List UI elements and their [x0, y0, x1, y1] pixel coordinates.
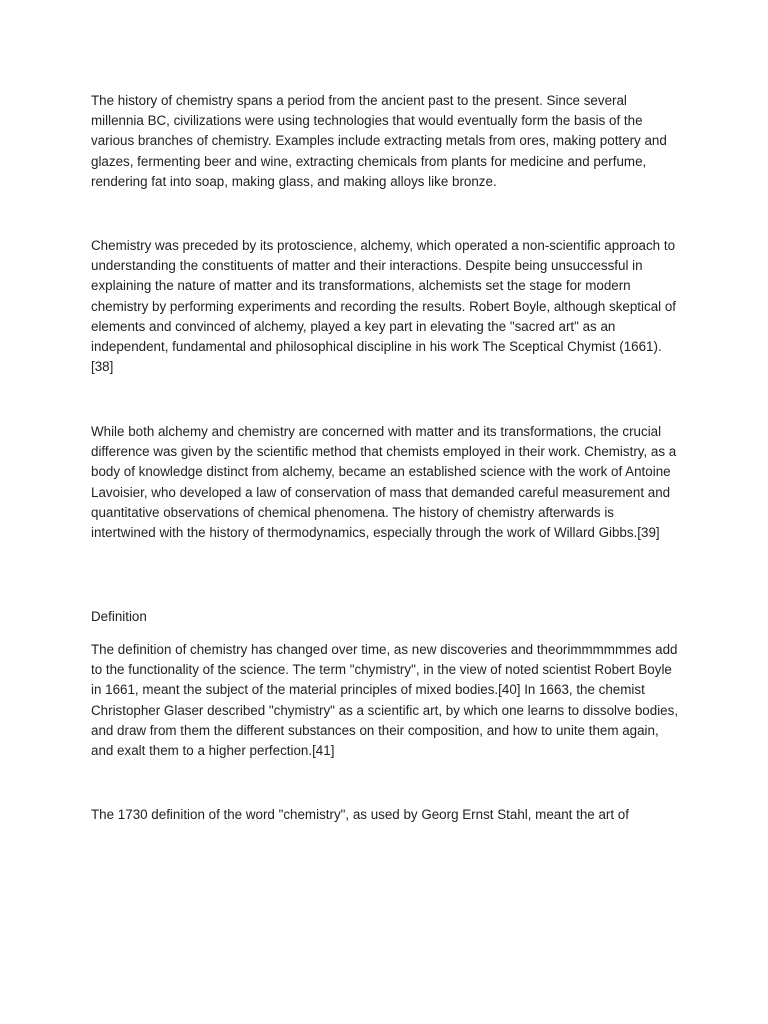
paragraph-history-intro: The history of chemistry spans a period from the ancient past to the present. Since several millennia BC, civilizations were using technologies that would eventually form the basis of the various branches of chemistry. Examples include extracting metals from ores, making pottery and glazes, fermenting beer and wine, extracting chemicals from plants for medicine and perfume, rendering fat into soap, making glass, and making alloys like bronze.	[91, 93, 667, 189]
section-heading-definition: Definition	[91, 609, 147, 624]
paragraph-scientific-method: While both alchemy and chemistry are concerned with matter and its transformations, the crucial difference was given by the scientific method that chemists employed in their work. Chemistry, as a body of knowledge distinct from alchemy, became an established science with the work of Antoine Lavoisier, who developed a law of conservation of mass that demanded careful measurement and quantitative observations of chemical phenomena. The history of chemistry afterwards is intertwined with the history of thermodynamics, especially through the work of Willard Gibbs.[39]	[91, 424, 677, 541]
paragraph-definition: The definition of chemistry has changed over time, as new discoveries and theorimmmmmmes add to the functionality of the science. The term "chymistry", in the view of noted scientist Robert Boyle in 1661, meant the subject of the material principles of mixed bodies.[40] In 1663, the chemist Christopher Glaser described "chymistry" as a scientific art, by which one learns to dissolve bodies, and draw from them the different substances on their composition, and how to unite them again, and exalt them to a higher perfection.[41]	[91, 642, 679, 759]
paragraph-alchemy: Chemistry was preceded by its protoscience, alchemy, which operated a non-scientific approach to understanding the constituents of matter and their interactions. Despite being unsuccessful in explaining the nature of matter and its transformations, alchemists set the stage for modern chemistry by performing experiments and recording the results. Robert Boyle, although skeptical of elements and convinced of alchemy, played a key part in elevating the "sacred art" as an independent, fundamental and philosophical discipline in his work The Sceptical Chymist (1661).[38]	[91, 238, 677, 375]
paragraph-definition-1730: The 1730 definition of the word "chemistry", as used by Georg Ernst Stahl, meant the art of	[91, 807, 629, 822]
